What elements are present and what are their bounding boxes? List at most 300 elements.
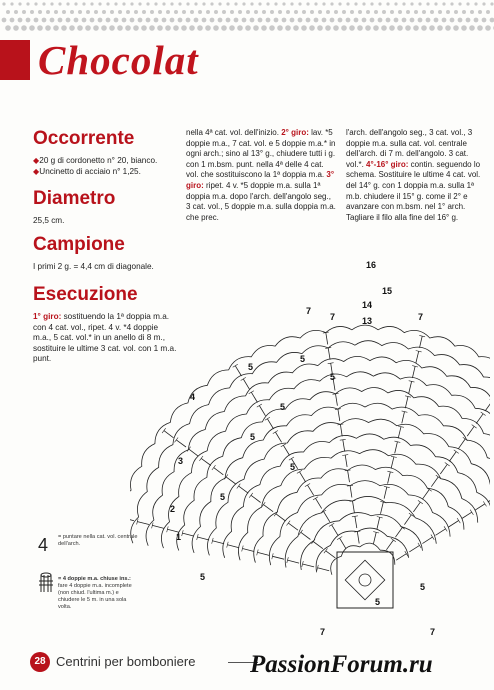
chart-stitch: [332, 525, 338, 535]
halftone-dot: [386, 18, 391, 23]
halftone-dot: [322, 18, 327, 23]
halftone-dot: [466, 18, 471, 23]
halftone-dot: [374, 10, 378, 14]
halftone-dot: [214, 10, 218, 14]
halftone-dot: [58, 2, 61, 5]
halftone-dot: [246, 10, 250, 14]
chart-stitch-count: 5: [375, 597, 381, 607]
halftone-dot: [229, 25, 235, 31]
legend-text-2: = 4 doppie m.a. chiuse ins.: fare 4 doppie m.a. incomplete (non chiud. l'ultima m.) e chiudere le 5 m. in una sola volta.: [58, 576, 132, 610]
halftone-dot: [18, 18, 23, 23]
halftone-dot: [306, 2, 309, 5]
halftone-dot: [394, 2, 397, 5]
chart-stitch: [373, 532, 376, 544]
halftone-dot: [133, 25, 139, 31]
halftone-dot: [366, 10, 370, 14]
chart-stitch: [201, 458, 211, 465]
halftone-dot: [478, 10, 482, 14]
chart-stitch-bar: [418, 500, 423, 504]
chart-stitch-count: 5: [300, 354, 306, 364]
chart-round-number: 1: [176, 532, 182, 542]
chart-stitch-bar: [257, 404, 262, 407]
halftone-dot: [58, 18, 63, 23]
halftone-dot: [94, 10, 98, 14]
page-number: 28: [30, 652, 50, 672]
halftone-dot: [322, 2, 325, 5]
chart-stitch: [164, 431, 174, 438]
halftone-dot: [66, 2, 69, 5]
chart-stitch: [340, 538, 346, 548]
halftone-dot: [326, 10, 330, 14]
chart-stitch: [283, 445, 289, 455]
halftone-dot: [166, 10, 170, 14]
chart-stitch: [251, 392, 257, 402]
halftone-dot: [354, 2, 357, 5]
halftone-dot: [277, 25, 283, 31]
halftone-dot: [402, 2, 405, 5]
halftone-dot: [53, 25, 59, 31]
halftone-dot: [146, 2, 149, 5]
chart-stitch-bar: [483, 501, 486, 506]
halftone-dot: [330, 2, 333, 5]
halftone-dot: [226, 2, 229, 5]
chart-stitch: [152, 525, 164, 528]
halftone-dot: [290, 18, 295, 23]
halftone-dot: [346, 2, 349, 5]
halftone-dot: [10, 2, 13, 5]
halftone-dot: [82, 18, 87, 23]
red-accent-bar: [0, 40, 30, 80]
section-title: Centrini per bomboniere: [56, 654, 196, 669]
halftone-dot: [198, 10, 202, 14]
chart-stitch-count: 5: [280, 402, 286, 412]
halftone-dot: [130, 18, 135, 23]
chart-stitch-count: 7: [320, 627, 326, 637]
halftone-dot: [150, 10, 154, 14]
halftone-dot: [266, 18, 271, 23]
halftone-dot: [62, 10, 66, 14]
halftone-dot: [378, 18, 383, 23]
halftone-dot: [306, 18, 311, 23]
chart-stitch-count: 7: [430, 627, 436, 637]
halftone-dot: [18, 2, 21, 5]
halftone-dot: [474, 2, 477, 5]
chart-stitch-bar: [431, 535, 434, 540]
halftone-dot: [421, 25, 427, 31]
halftone-dot: [45, 25, 51, 31]
halftone-dot: [461, 25, 467, 31]
halftone-dot: [14, 10, 18, 14]
chart-stitch-bar: [212, 465, 216, 470]
chart-stitch: [338, 409, 340, 421]
chart-round-arc: [254, 465, 464, 563]
halftone-dot: [182, 10, 186, 14]
halftone-dot: [38, 10, 42, 14]
chart-round-arc: [238, 450, 477, 561]
halftone-dot: [130, 2, 133, 5]
halftone-dot-band: [0, 0, 494, 36]
halftone-dot: [42, 18, 47, 23]
halftone-dot: [90, 2, 93, 5]
chart-stitch: [431, 477, 438, 487]
chart-round-number: 15: [382, 286, 393, 296]
halftone-dot: [86, 10, 90, 14]
halftone-dot: [61, 25, 67, 31]
chart-round-number: 14: [362, 300, 373, 310]
halftone-dot: [477, 25, 483, 31]
halftone-dot: [114, 2, 117, 5]
chart-stitch: [467, 426, 474, 436]
chart-stitch-bar: [162, 428, 166, 433]
halftone-dot: [125, 25, 131, 31]
halftone-dot: [342, 10, 346, 14]
halftone-dot: [213, 25, 219, 31]
chart-stitch: [436, 529, 446, 536]
chart-round-number: 5: [248, 362, 254, 372]
halftone-dot: [178, 2, 181, 5]
chart-stitch: [308, 485, 314, 495]
chart-center-ring: [359, 574, 371, 586]
halftone-dot: [474, 18, 479, 23]
chart-stitch: [235, 366, 241, 376]
chart-stitch-bar: [241, 377, 246, 380]
halftone-dot: [269, 25, 275, 31]
halftone-dot: [458, 2, 461, 5]
chart-stitch: [259, 406, 265, 416]
halftone-dot: [410, 18, 415, 23]
halftone-dot: [426, 18, 431, 23]
chart-stitch-bar: [249, 391, 254, 394]
halftone-dot: [157, 25, 163, 31]
halftone-dot: [90, 18, 95, 23]
chart-stitch-bar: [313, 497, 318, 500]
halftone-dot: [266, 2, 269, 5]
chart-stitch: [288, 560, 300, 563]
halftone-dot: [74, 2, 77, 5]
chart-stitch-count: 5: [330, 372, 336, 382]
instructions-column-2: nella 4ª cat. vol. dell'inizio. 2° giro: lav. *5 doppie m.a., 7 cat. vol. e 5 doppie m.a.* in ogni arch.; sino al 13° g., chiudere tutti i g. con 1 m.bsm. punt. nella 4ª delle 4 cat. vol. che sostituiscono la 1ª doppia m.a. 3° giro: ripet. 4 v. *5 doppie m.a. sulla 1ª doppia m.a. dopo l'arch. dell'angolo seg., 3 cat. vol., 5 doppie m.a. sulla doppia m.a. che prec.: [186, 128, 336, 222]
halftone-dot: [162, 18, 167, 23]
chart-stitch-count: 7: [418, 312, 424, 322]
chart-stitch: [420, 336, 423, 348]
halftone-dot: [93, 25, 99, 31]
halftone-dot: [338, 2, 341, 5]
chart-stitch: [350, 486, 352, 498]
chart-stitch: [243, 549, 255, 552]
chart-stitch: [476, 414, 483, 424]
chart-stitch-bar: [337, 537, 342, 540]
halftone-dot: [189, 25, 195, 31]
halftone-dot: [362, 2, 365, 5]
halftone-dot: [138, 18, 143, 23]
halftone-dot: [397, 25, 403, 31]
halftone-dot: [357, 25, 363, 31]
halftone-dot: [66, 18, 71, 23]
halftone-dot: [469, 25, 475, 31]
chart-stitch: [458, 439, 465, 449]
chart-stitch: [340, 424, 342, 436]
halftone-dot: [418, 2, 421, 5]
chart-stitch: [405, 397, 408, 409]
cluster-symbol-icon: [38, 572, 54, 594]
chart-stitch-bar: [274, 511, 278, 516]
halftone-dot: [154, 2, 157, 5]
halftone-dot: [434, 18, 439, 23]
chart-stitch: [328, 348, 330, 360]
halftone-dot: [294, 10, 298, 14]
chart-stitch: [303, 564, 315, 567]
halftone-dot: [238, 10, 242, 14]
halftone-dot: [325, 25, 331, 31]
halftone-dot: [77, 25, 83, 31]
chart-round-number: 2: [170, 504, 176, 514]
gauge-text: I primi 2 g. = 4,4 cm di diagonale.: [33, 262, 154, 271]
halftone-dot: [286, 10, 290, 14]
halftone-dot: [354, 18, 359, 23]
chart-stitch: [377, 517, 380, 529]
halftone-dot: [114, 18, 119, 23]
halftone-dot: [390, 10, 394, 14]
chart-stitch: [239, 486, 249, 493]
halftone-dot: [285, 25, 291, 31]
chart-stitch: [300, 472, 306, 482]
halftone-dot: [230, 10, 234, 14]
halftone-dot: [298, 18, 303, 23]
chart-round-arc: [316, 528, 409, 572]
halftone-dot: [54, 10, 58, 14]
heading-campione: Campione: [33, 234, 125, 255]
halftone-dot: [301, 25, 307, 31]
halftone-dot: [34, 2, 37, 5]
halftone-dot: [10, 18, 15, 23]
materials-item: ◆Uncinetto di acciaio n° 1,25.: [33, 166, 141, 176]
halftone-dot: [485, 25, 491, 31]
chart-stitch-count: 5: [420, 582, 426, 592]
chart-round-number: 3: [178, 456, 184, 466]
chart-stitch: [391, 457, 394, 469]
halftone-dot: [186, 2, 189, 5]
chart-stitch: [409, 381, 412, 393]
halftone-dot: [181, 25, 187, 31]
halftone-dot: [190, 10, 194, 14]
halftone-dot: [110, 10, 114, 14]
halftone-dot: [101, 25, 107, 31]
chart-stitch: [353, 501, 355, 513]
halftone-dot: [210, 18, 215, 23]
halftone-dot: [262, 10, 266, 14]
chart-stitch: [189, 449, 199, 456]
halftone-dot: [373, 25, 379, 31]
chart-stitch: [381, 502, 384, 514]
page-title: Chocolat: [38, 37, 199, 83]
halftone-dot: [438, 10, 442, 14]
halftone-dot: [158, 10, 162, 14]
chart-stitch: [263, 505, 273, 512]
chart-stitch: [228, 545, 240, 548]
halftone-dot: [226, 18, 231, 23]
halftone-dot: [134, 10, 138, 14]
chart-stitch: [462, 512, 472, 518]
chart-stitch: [243, 379, 249, 389]
chart-stitch: [395, 442, 398, 454]
chart-stitch: [404, 515, 411, 525]
chart-round-arc: [285, 496, 436, 567]
chart-stitch-bar: [233, 364, 238, 367]
halftone-dot: [218, 2, 221, 5]
halftone-dot: [206, 10, 210, 14]
halftone-dot: [422, 10, 426, 14]
halftone-dot: [154, 18, 159, 23]
halftone-dot: [270, 10, 274, 14]
halftone-dot: [450, 18, 455, 23]
halftone-dot: [482, 2, 485, 5]
halftone-dot: [126, 10, 130, 14]
halftone-dot: [2, 18, 7, 23]
chart-round-number: 16: [366, 260, 377, 270]
chart-stitch-bar: [199, 456, 203, 461]
chart-stitch: [345, 455, 347, 467]
chart-stitch-bar: [457, 518, 460, 523]
chart-stitch: [276, 514, 286, 521]
halftone-dot: [470, 10, 474, 14]
halftone-dot: [234, 2, 237, 5]
halftone-dot: [117, 25, 123, 31]
halftone-dot: [74, 18, 79, 23]
halftone-dot: [334, 10, 338, 14]
halftone-dot: [318, 10, 322, 14]
halftone-dot: [446, 10, 450, 14]
halftone-dot: [450, 2, 453, 5]
halftone-dot: [106, 18, 111, 23]
halftone-dot: [141, 25, 147, 31]
chart-stitch: [485, 401, 490, 411]
chart-stitch: [267, 419, 273, 429]
halftone-dot: [381, 25, 387, 31]
halftone-dot: [218, 18, 223, 23]
halftone-dot: [26, 2, 29, 5]
halftone-dot: [414, 10, 418, 14]
chart-stitch-bar: [273, 431, 278, 434]
halftone-dot: [34, 18, 39, 23]
halftone-dot: [466, 2, 469, 5]
chart-round-arc: [146, 356, 490, 545]
halftone-dot: [26, 18, 31, 23]
halftone-dot: [122, 18, 127, 23]
chart-stitch-bar: [265, 417, 270, 420]
chart-stitch: [422, 537, 432, 544]
chart-stitch-count: 7: [330, 312, 336, 322]
halftone-dot: [418, 18, 423, 23]
halftone-dot: [221, 25, 227, 31]
chart-round-arc: [130, 325, 490, 541]
chart-stitch: [416, 351, 419, 363]
chart-stitch: [226, 477, 236, 484]
halftone-dot: [170, 18, 175, 23]
chart-stitch: [318, 568, 330, 571]
halftone-dot: [406, 10, 410, 14]
halftone-dot: [405, 25, 411, 31]
halftone-dot: [398, 10, 402, 14]
halftone-dot: [234, 18, 239, 23]
halftone-dot: [70, 10, 74, 14]
chart-stitch: [355, 516, 357, 528]
chart-stitch: [137, 522, 149, 525]
diameter-text: 25,5 cm.: [33, 216, 65, 225]
halftone-dot: [85, 25, 91, 31]
halftone-dot: [37, 25, 43, 31]
halftone-dot: [274, 18, 279, 23]
chart-stitch: [275, 432, 281, 442]
halftone-dot: [437, 25, 443, 31]
halftone-dot: [309, 25, 315, 31]
chart-stitch: [449, 521, 459, 528]
halftone-dot: [310, 10, 314, 14]
halftone-dot: [282, 2, 285, 5]
halftone-dot: [178, 18, 183, 23]
halftone-dot: [442, 18, 447, 23]
halftone-dot: [453, 25, 459, 31]
halftone-dot: [173, 25, 179, 31]
halftone-dot: [490, 18, 494, 23]
halftone-dot: [170, 2, 173, 5]
halftone-dot: [250, 2, 253, 5]
halftone-dot: [454, 10, 458, 14]
halftone-dot: [365, 25, 371, 31]
chart-round-arc: [161, 372, 490, 548]
halftone-dot: [50, 2, 53, 5]
chart-stitch: [212, 541, 224, 544]
halftone-dot: [98, 18, 103, 23]
halftone-dot: [69, 25, 75, 31]
chart-stitch: [301, 532, 311, 539]
chart-stitch: [130, 518, 134, 521]
halftone-dot: [358, 10, 362, 14]
chart-stitch: [313, 542, 323, 549]
halftone-dot: [314, 2, 317, 5]
chart-stitch: [384, 487, 387, 499]
halftone-dot: [202, 2, 205, 5]
chart-stitch-bar: [287, 521, 291, 526]
chart-stitch: [182, 533, 194, 536]
chart-stitch: [357, 532, 359, 544]
halftone-dot: [386, 2, 389, 5]
halftone-dot: [162, 2, 165, 5]
chart-stitch-count: 5: [290, 462, 296, 472]
chart-stitch: [288, 523, 298, 530]
halftone-dot: [317, 25, 323, 31]
chart-stitch: [214, 468, 224, 475]
chart-stitch-bar: [289, 457, 294, 460]
chart-stitch: [449, 452, 456, 462]
halftone-dot: [302, 10, 306, 14]
chart-stitch-count: 5: [220, 492, 226, 502]
chart-round-number: 7: [306, 306, 312, 316]
halftone-dot: [278, 10, 282, 14]
halftone-dot: [490, 2, 493, 5]
halftone-dot: [413, 25, 419, 31]
halftone-dot: [174, 10, 178, 14]
halftone-dot: [237, 25, 243, 31]
halftone-dot: [333, 25, 339, 31]
chart-stitch-bar: [297, 470, 302, 473]
halftone-dot: [146, 18, 151, 23]
halftone-dot: [429, 25, 435, 31]
chart-stitch-bar: [175, 438, 179, 443]
legend-symbol-4: 4: [38, 535, 49, 555]
halftone-dot: [22, 10, 26, 14]
heading-esecuzione: Esecuzione: [33, 284, 138, 305]
chart-round-number: 4: [190, 392, 196, 402]
